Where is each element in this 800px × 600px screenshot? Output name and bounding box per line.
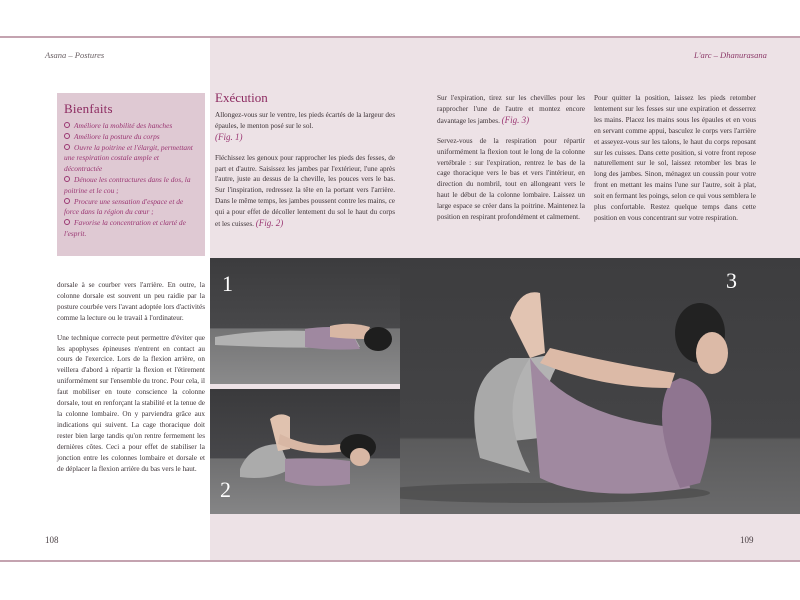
figure-reference: (Fig. 3) xyxy=(501,114,530,125)
ring-bullet-icon xyxy=(64,122,70,128)
right-paragraph-1: Pour quitter la position, laissez les pieds retomber lentement sur les fesses sur une expiration et desserrez les mains. Placez les mains sous les épaules et en vous en servant comme appui, basculez le corps vers l'arrière et asseyez-vous sur les talons, le haut du corps reposant sur les cuisses. Dans cette position, si votre front repose naturellement sur le sol, laissez retomber les bras le long des jambes. Sinon, ménagez un coussin pour votre front en mettant les mains l'une sur l'autre, soit à plat, soit en fermant les poings, selon ce qui vous semblera le plus confortable. Restez quelque temps dans cette position en vous concentrant sur votre respiration. xyxy=(594,94,756,222)
benefit-item: Améliore la posture du corps xyxy=(64,132,197,143)
left-bottom-column xyxy=(57,280,205,483)
ring-bullet-icon xyxy=(64,219,70,225)
photo-number: 2 xyxy=(220,477,231,502)
execution-paragraph-2: Fléchissez les genoux pour rapprocher les pieds des fesses, de part et d'autre. Saisissez les jambes par l'extérieur, l'une après l'autre, juste au dessus de la cheville, les pouces vers le bas. Sur l'inspiration, redressez la tête en la portant vers l'arrière. Dans le même temps, les jambes poussent contre les mains, ce qui a pour effet de décoller lentement du sol le haut du corps et les cuisses. (Fig. 2) xyxy=(215,153,395,229)
photo-number: 1 xyxy=(222,271,233,296)
ring-bullet-icon xyxy=(64,133,70,139)
benefits-box xyxy=(57,93,205,256)
benefit-item: Procure une sensation d'espace et de force dans la région du cœur ; xyxy=(64,196,184,217)
middle-paragraph-2: Servez-vous de la respiration pour répartir uniformément la flexion tout le long de la colonne vertébrale : sur l'expiration, rentrez le bas de la cage thoracique vers le bas et vers l'intérieur, en direction du nombril, tout en allongeant vers le haut le début de la colonne lombaire. Laissez un large espace se créer dans la poitrine. Maintenez la position en respirant profondément et calmement. xyxy=(437,136,585,222)
benefit-item: Dénoue les contractures dans le dos, la poitrine et le cou ; xyxy=(64,174,191,195)
benefits-title: Bienfaits xyxy=(64,101,113,116)
benefit-item: Favorise la concentration et clarté de l'esprit. xyxy=(64,218,186,238)
benefit-item: Améliore la mobilité des hanches xyxy=(64,121,197,132)
ring-bullet-icon xyxy=(64,198,70,204)
ring-bullet-icon xyxy=(64,176,70,182)
left-paragraph-1: dorsale à se courber vers l'arrière. En outre, la colonne dorsale est souvent un peu raidie par la posture courbée vers l'avant adoptée lors d'activités comme la lecture ou le travail à l'ordinateur. xyxy=(57,281,205,322)
woman-half-bow-illustration xyxy=(210,389,400,514)
ring-bullet-icon xyxy=(64,144,70,150)
benefit-item: Ouvre la poitrine et l'élargit, permettant une respiration costale ample et décontractée xyxy=(64,142,193,174)
page-number-right: 109 xyxy=(740,535,754,545)
execution-title: Exécution xyxy=(215,90,268,105)
figure-reference: (Fig. 2) xyxy=(255,218,284,229)
figure-reference: (Fig. 1) xyxy=(215,131,243,142)
photo-number: 3 xyxy=(726,268,737,293)
photo-prone-position xyxy=(210,259,400,384)
page-number-left: 108 xyxy=(45,535,59,545)
right-column xyxy=(594,93,756,233)
running-head-right: L'arc – Dhanurasana xyxy=(694,50,767,60)
middle-paragraph-1: Sur l'expiration, tirez sur les chevilles pour les rapprocher l'une de l'autre et montez encore davantage les jambes. (Fig. 3) xyxy=(437,94,585,125)
left-paragraph-2: Une technique correcte peut permettre d'éviter que les apophyses épineuses n'entrent en contact au cours de l'exercice. Lors de la flexion arrière, on veillera d'abord à répartir la flexion et l'étirement uniformément sur l'ensemble du tronc. Pour cela, il faut mobiliser en toute conscience la colonne dorsale, tout en renforçant la stabilité et la tenue de la colonne lombaire. On y parviendra grâce aux indications qui suivent. La cage thoracique doit rester bien large tandis qu'on rentre fermement les dernières côtes. Ceci a pour effet de stabiliser la jonction entre les colonnes lombaire et dorsale et de déplacer la flexion arrière du bas vers le haut. xyxy=(57,333,205,473)
middle-column xyxy=(437,93,585,232)
execution-paragraph-1: Allongez-vous sur le ventre, les pieds écartés de la largeur des épaules, le menton posé sur le sol. (Fig. 1) xyxy=(215,110,395,142)
bottom-rule xyxy=(0,560,800,562)
benefits-list xyxy=(64,121,197,240)
woman-lying-prone-illustration xyxy=(210,259,400,384)
execution-column xyxy=(215,90,395,239)
top-rule xyxy=(0,36,800,38)
running-head-left: Asana – Postures xyxy=(45,50,105,60)
photo-half-bow xyxy=(210,389,400,514)
